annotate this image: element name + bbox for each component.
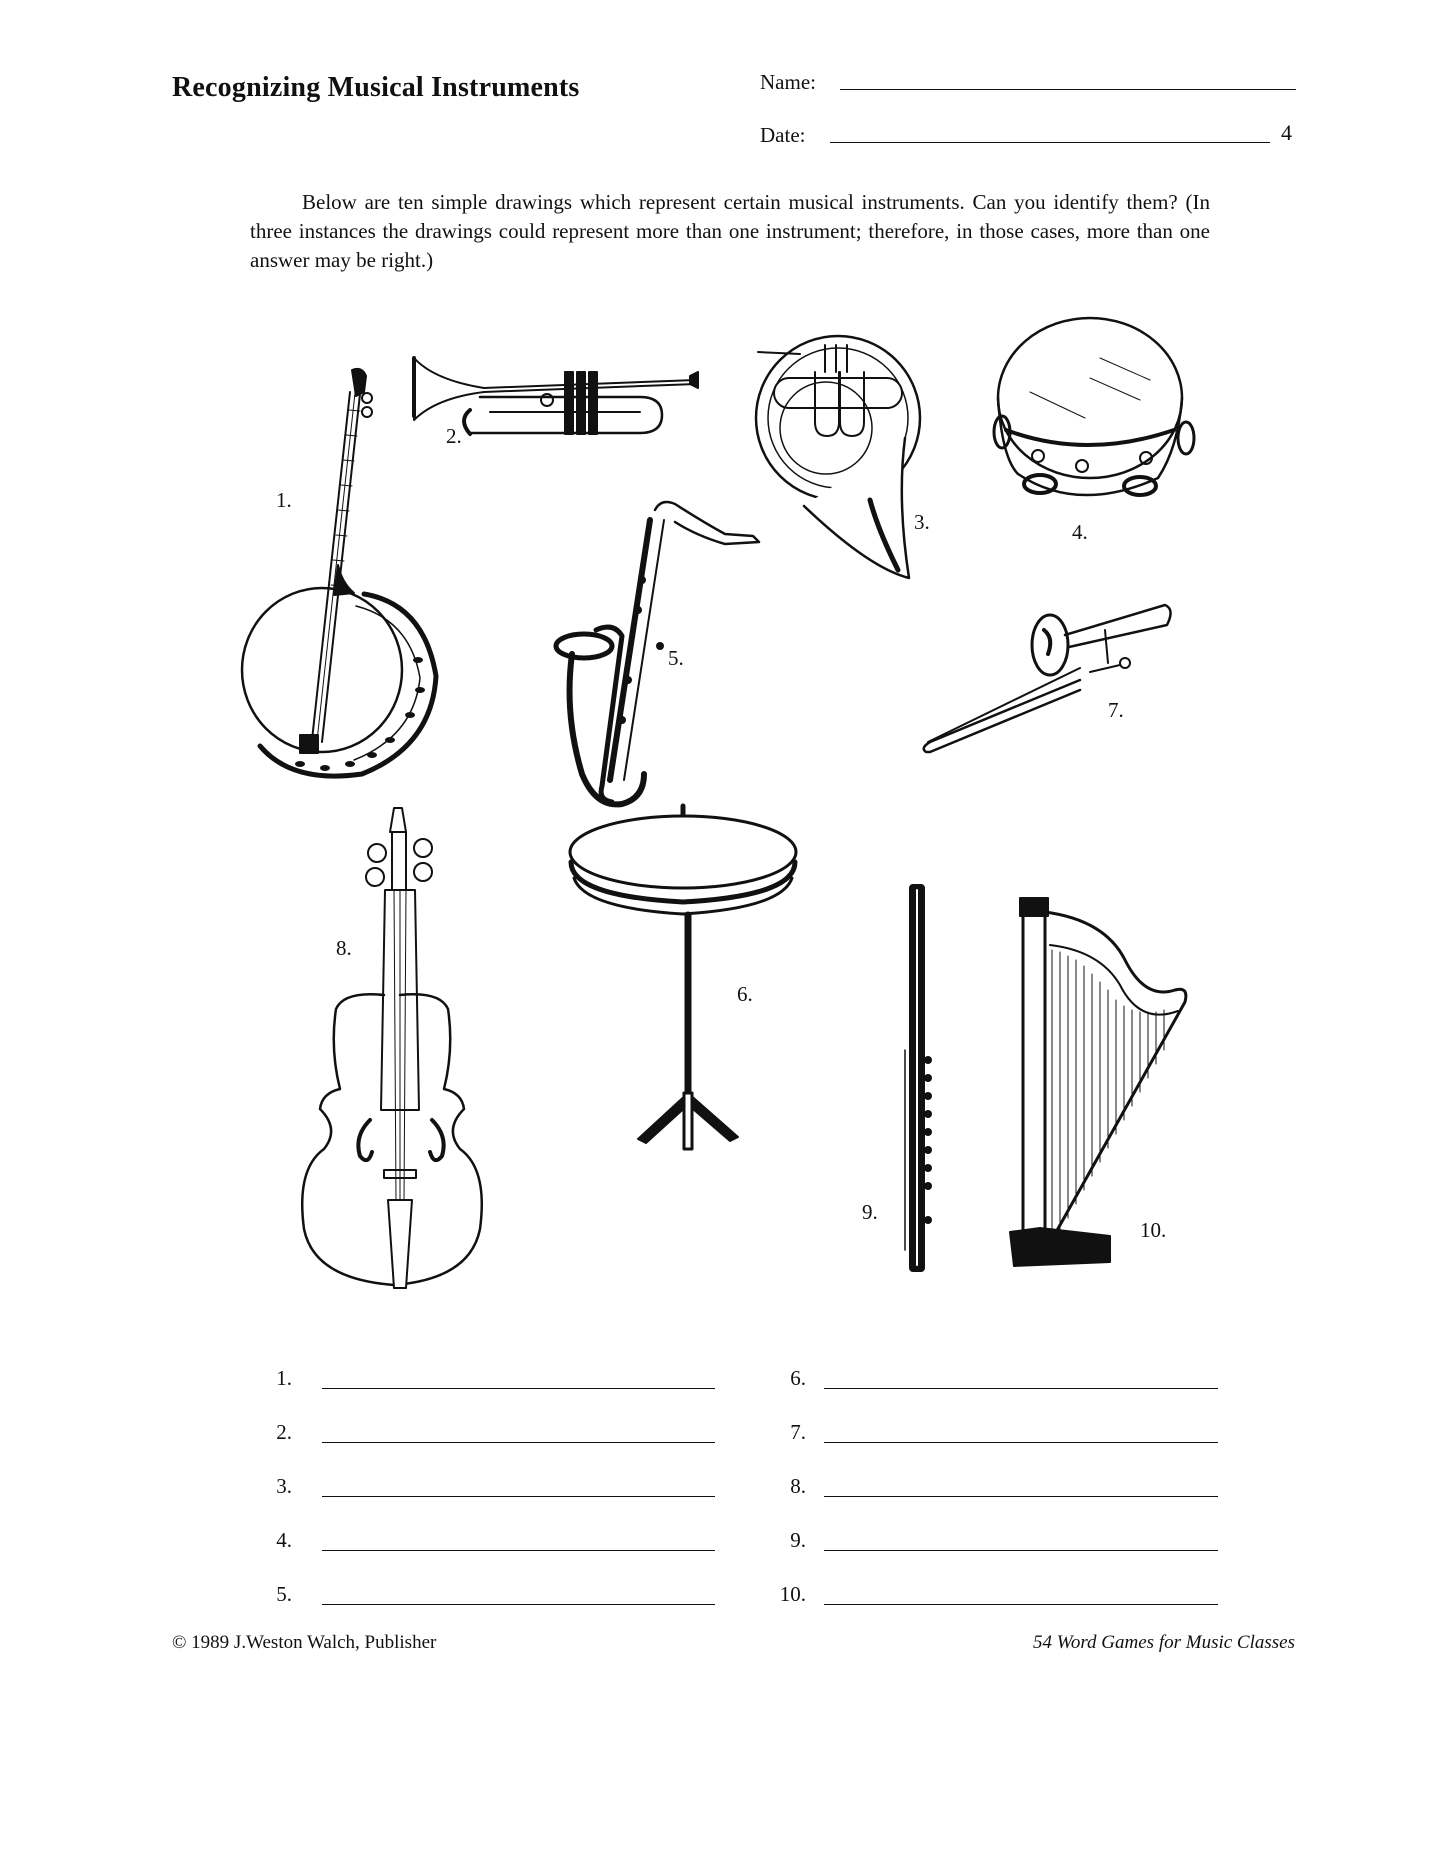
answer-line-8[interactable]	[824, 1496, 1218, 1497]
answer-line-1[interactable]	[322, 1388, 715, 1389]
banjo-drawing	[242, 369, 436, 776]
figure-label-8: 8.	[336, 936, 352, 960]
answer-line-5[interactable]	[322, 1604, 715, 1605]
answer-number-3: 3.	[276, 1474, 292, 1498]
answer-line-3[interactable]	[322, 1496, 715, 1497]
name-label: Name:	[760, 70, 816, 94]
answer-number-10: 10.	[779, 1582, 806, 1606]
page-title: Recognizing Musical Instruments	[172, 72, 580, 103]
page-number: 4	[1281, 120, 1292, 145]
figure-label-5: 5.	[668, 646, 684, 670]
instructions-paragraph: Below are ten simple drawings which represent certain musical instruments. Can you identify them? (In three instances the drawings could represent more than one instrument; therefore, in those cases, more than one answer may be right.)	[250, 190, 1210, 272]
figure-label-6: 6.	[737, 982, 753, 1006]
book-title: 54 Word Games for Music Classes	[1033, 1632, 1295, 1653]
answer-number-6: 6.	[790, 1366, 806, 1390]
tambourine-drawing	[994, 318, 1194, 495]
answer-line-4[interactable]	[322, 1550, 715, 1551]
figure-label-3: 3.	[914, 510, 930, 534]
answer-number-4: 4.	[276, 1528, 292, 1552]
figure-label-1: 1.	[276, 488, 292, 512]
answer-number-5: 5.	[276, 1582, 292, 1606]
copyright-notice: © 1989 J.Weston Walch, Publisher	[172, 1632, 437, 1653]
harp-drawing	[1010, 898, 1186, 1266]
answer-line-2[interactable]	[322, 1442, 715, 1443]
answer-number-7: 7.	[790, 1420, 806, 1444]
figure-label-10: 10.	[1140, 1218, 1167, 1242]
figure-label-9: 9.	[862, 1200, 878, 1224]
french-horn-drawing	[756, 336, 920, 578]
answer-line-10[interactable]	[824, 1604, 1218, 1605]
figure-label-2: 2.	[446, 424, 462, 448]
figure-label-4: 4.	[1072, 520, 1088, 544]
date-label: Date:	[760, 123, 806, 147]
answer-number-8: 8.	[790, 1474, 806, 1498]
answer-number-2: 2.	[276, 1420, 292, 1444]
violin-drawing	[302, 808, 482, 1288]
flute-drawing	[905, 885, 932, 1271]
saxophone-drawing	[556, 502, 759, 804]
answer-line-9[interactable]	[824, 1550, 1218, 1551]
answer-line-6[interactable]	[824, 1388, 1218, 1389]
answer-line-7[interactable]	[824, 1442, 1218, 1443]
cymbals-on-stand-drawing	[570, 806, 796, 1149]
trombone-drawing	[924, 605, 1171, 752]
answer-number-1: 1.	[276, 1366, 292, 1390]
answer-number-9: 9.	[790, 1528, 806, 1552]
figure-label-7: 7.	[1108, 698, 1124, 722]
trumpet-drawing	[414, 358, 698, 434]
